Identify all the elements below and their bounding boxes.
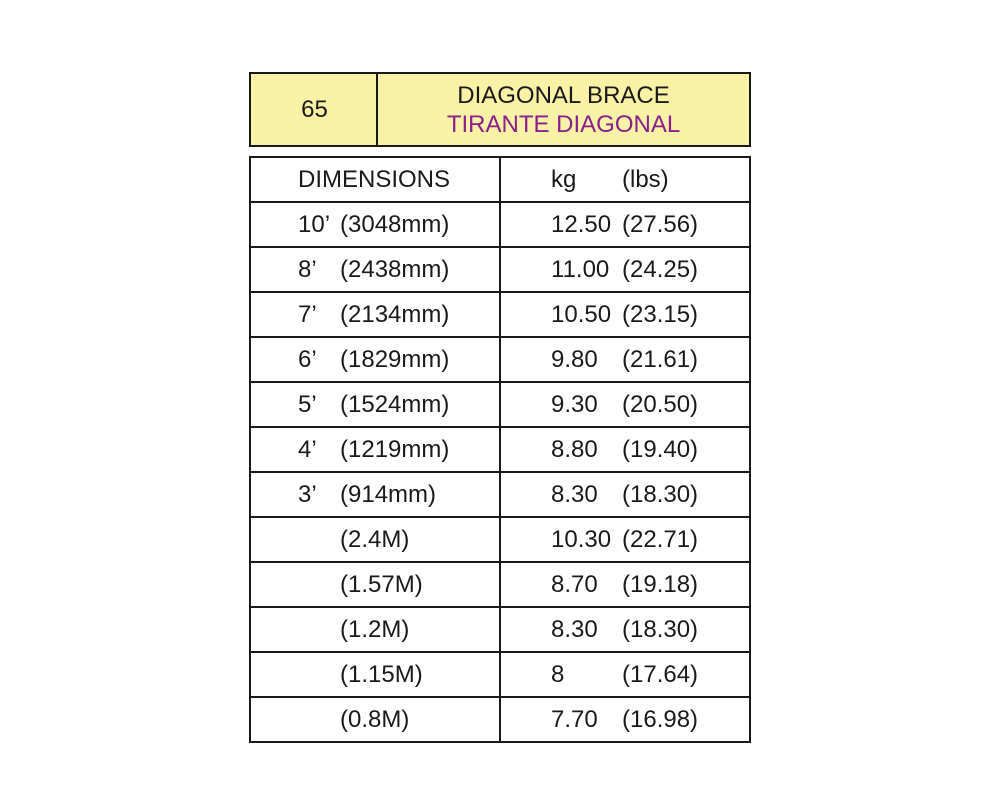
dimensions-header: DIMENSIONS	[251, 158, 501, 201]
table-row	[251, 383, 749, 428]
weight-cell	[501, 608, 749, 651]
dimension-cell	[251, 518, 501, 561]
weight-cell	[501, 563, 749, 606]
weight-lbs: (21.61)	[622, 345, 699, 373]
weight-cell	[501, 248, 749, 291]
dimension-cell	[251, 248, 501, 291]
product-header	[249, 72, 751, 147]
length-metric: (914mm)	[340, 480, 437, 508]
weight-kg: 12.50	[551, 210, 612, 238]
length-feet: 3’	[298, 480, 317, 508]
weight-lbs: (23.15)	[622, 300, 699, 328]
table-row	[251, 518, 749, 563]
length-feet: 8’	[298, 255, 317, 283]
product-code: 65	[251, 74, 378, 145]
table-row	[251, 653, 749, 698]
length-metric: (1.2M)	[340, 615, 410, 643]
product-titles	[378, 74, 749, 145]
dimension-cell	[251, 698, 501, 741]
weight-cell	[501, 653, 749, 696]
length-feet: 6’	[298, 345, 317, 373]
weight-lbs: (18.30)	[622, 480, 699, 508]
length-metric: (1829mm)	[340, 345, 450, 373]
length-feet: 7’	[298, 300, 317, 328]
weight-lbs: (16.98)	[622, 705, 699, 733]
weight-lbs: (19.18)	[622, 570, 699, 598]
dimension-cell	[251, 653, 501, 696]
weight-lbs: (18.30)	[622, 615, 699, 643]
weight-lbs: (22.71)	[622, 525, 699, 553]
length-metric: (2134mm)	[340, 300, 450, 328]
table-row	[251, 473, 749, 518]
weight-cell	[501, 203, 749, 246]
length-feet: 5’	[298, 390, 317, 418]
weight-kg: 8.80	[551, 435, 598, 463]
dimension-cell	[251, 293, 501, 336]
table-row	[251, 248, 749, 293]
weight-lbs: (19.40)	[622, 435, 699, 463]
length-metric: (3048mm)	[340, 210, 450, 238]
dimension-cell	[251, 563, 501, 606]
length-metric: (1219mm)	[340, 435, 450, 463]
table-header-row	[251, 158, 749, 203]
length-metric: (1.15M)	[340, 660, 423, 688]
weight-lbs: (27.56)	[622, 210, 699, 238]
lbs-header: (lbs)	[622, 165, 669, 193]
product-title-english: DIAGONAL BRACE	[457, 82, 670, 109]
weight-kg: 10.50	[551, 300, 612, 328]
weight-kg: 11.00	[551, 255, 610, 283]
table-row	[251, 428, 749, 473]
kg-header: kg	[551, 165, 577, 193]
dimension-cell	[251, 338, 501, 381]
weight-cell	[501, 518, 749, 561]
weight-kg: 9.30	[551, 390, 598, 418]
specification-table	[249, 156, 751, 743]
weight-cell	[501, 383, 749, 426]
table-row	[251, 203, 749, 248]
table-row	[251, 608, 749, 653]
length-feet: 10’	[298, 210, 331, 238]
weight-cell	[501, 698, 749, 741]
weight-kg: 8.30	[551, 615, 598, 643]
table-row	[251, 338, 749, 383]
table-row	[251, 563, 749, 608]
length-metric: (0.8M)	[340, 705, 410, 733]
length-metric: (1524mm)	[340, 390, 450, 418]
weight-header	[501, 158, 749, 201]
table-row	[251, 293, 749, 338]
weight-kg: 8.30	[551, 480, 598, 508]
table-row	[251, 698, 749, 743]
weight-cell	[501, 473, 749, 516]
dimension-cell	[251, 473, 501, 516]
table-body	[251, 203, 749, 743]
weight-lbs: (24.25)	[622, 255, 699, 283]
weight-cell	[501, 338, 749, 381]
weight-cell	[501, 428, 749, 471]
length-metric: (2438mm)	[340, 255, 450, 283]
dimension-cell	[251, 383, 501, 426]
length-metric: (2.4M)	[340, 525, 410, 553]
weight-kg: 8.70	[551, 570, 598, 598]
product-title-spanish: TIRANTE DIAGONAL	[446, 111, 681, 138]
weight-cell	[501, 293, 749, 336]
weight-kg: 9.80	[551, 345, 598, 373]
weight-kg: 7.70	[551, 705, 598, 733]
weight-kg: 8	[551, 660, 565, 688]
dimension-cell	[251, 203, 501, 246]
dimension-cell	[251, 428, 501, 471]
weight-kg: 10.30	[551, 525, 612, 553]
length-feet: 4’	[298, 435, 317, 463]
weight-lbs: (17.64)	[622, 660, 699, 688]
weight-lbs: (20.50)	[622, 390, 699, 418]
dimension-cell	[251, 608, 501, 651]
length-metric: (1.57M)	[340, 570, 423, 598]
